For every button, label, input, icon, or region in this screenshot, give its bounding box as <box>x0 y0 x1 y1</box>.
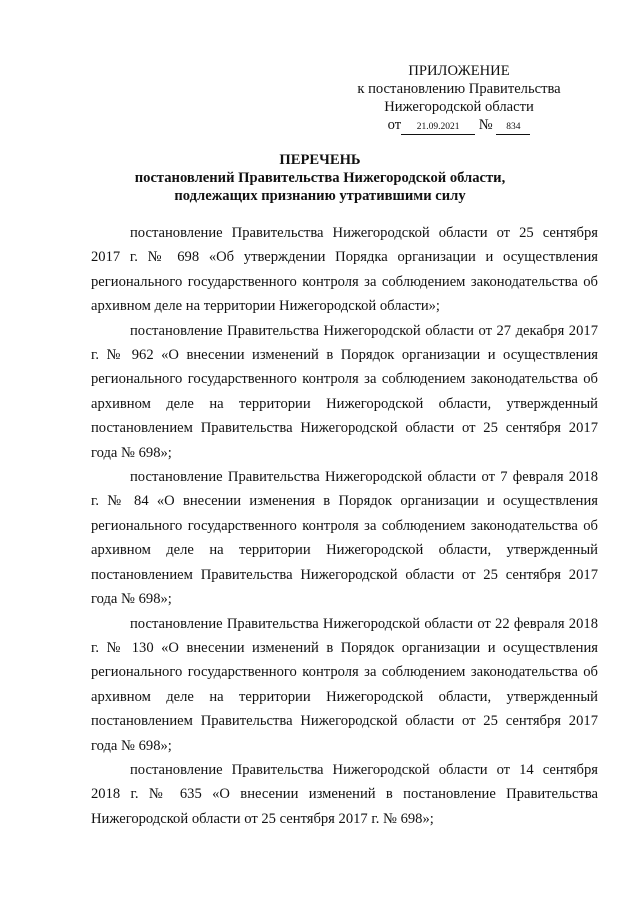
date-value: 21.09.2021 <box>401 120 475 135</box>
appendix-line-2: Нижегородской области <box>384 99 534 115</box>
list-item: постановление Правительства Нижегородской области от 22 февраля 2018 г. № 130 «О внесении изменений в Порядок организации и осуществления регионального государственного контроля за соблюдением законодательства об архивном деле на территории Нижегородской области, утвержденный постановлением Правительства Нижегородской области от 25 сентября 2017 года № 698»; <box>91 615 598 754</box>
date-prefix: от <box>387 117 402 133</box>
appendix-line-1: к постановлению Правительства <box>357 81 561 97</box>
list-item: постановление Правительства Нижегородской области от 14 сентября 2018 г. № 635 «О внесении изменений в постановление Правительства Нижегородской области от 25 сентября 2017 г. № 698»; <box>91 761 598 827</box>
list-item: постановление Правительства Нижегородской области от 25 сентября 2017 г. № 698 «Об утверждении Порядка организации и осуществления регионального государственного контроля за соблюдением законодательства об архивном деле на территории Нижегородской области»; <box>91 225 598 315</box>
heading-subtitle-1: постановлений Правительства Нижегородской области, <box>134 170 506 186</box>
resolutions-list <box>91 221 598 831</box>
document-heading <box>0 151 640 205</box>
number-label: № <box>478 117 493 133</box>
list-item: постановление Правительства Нижегородской области от 7 февраля 2018 г. № 84 «О внесении изменения в Порядок организации и осуществления регионального государственного контроля за соблюдением законодательства об архивном деле на территории Нижегородской области, утвержденный постановлением Правительства Нижегородской области от 25 сентября 2017 года № 698»; <box>91 469 598 608</box>
heading-subtitle-2: подлежащих признанию утратившими силу <box>174 188 466 204</box>
appendix-block <box>334 62 584 135</box>
number-value: 834 <box>496 120 530 135</box>
appendix-date-row <box>334 116 584 135</box>
appendix-title: ПРИЛОЖЕНИЕ <box>408 63 510 79</box>
list-item: постановление Правительства Нижегородской области от 27 декабря 2017 г. № 962 «О внесении изменений в Порядок организации и осуществления регионального государственного контроля за соблюдением законодательства об архивном деле на территории Нижегородской области, утвержденный постановлением Правительства Нижегородской области от 25 сентября 2017 года № 698»; <box>91 322 598 461</box>
heading-title: ПЕРЕЧЕНЬ <box>279 152 361 168</box>
